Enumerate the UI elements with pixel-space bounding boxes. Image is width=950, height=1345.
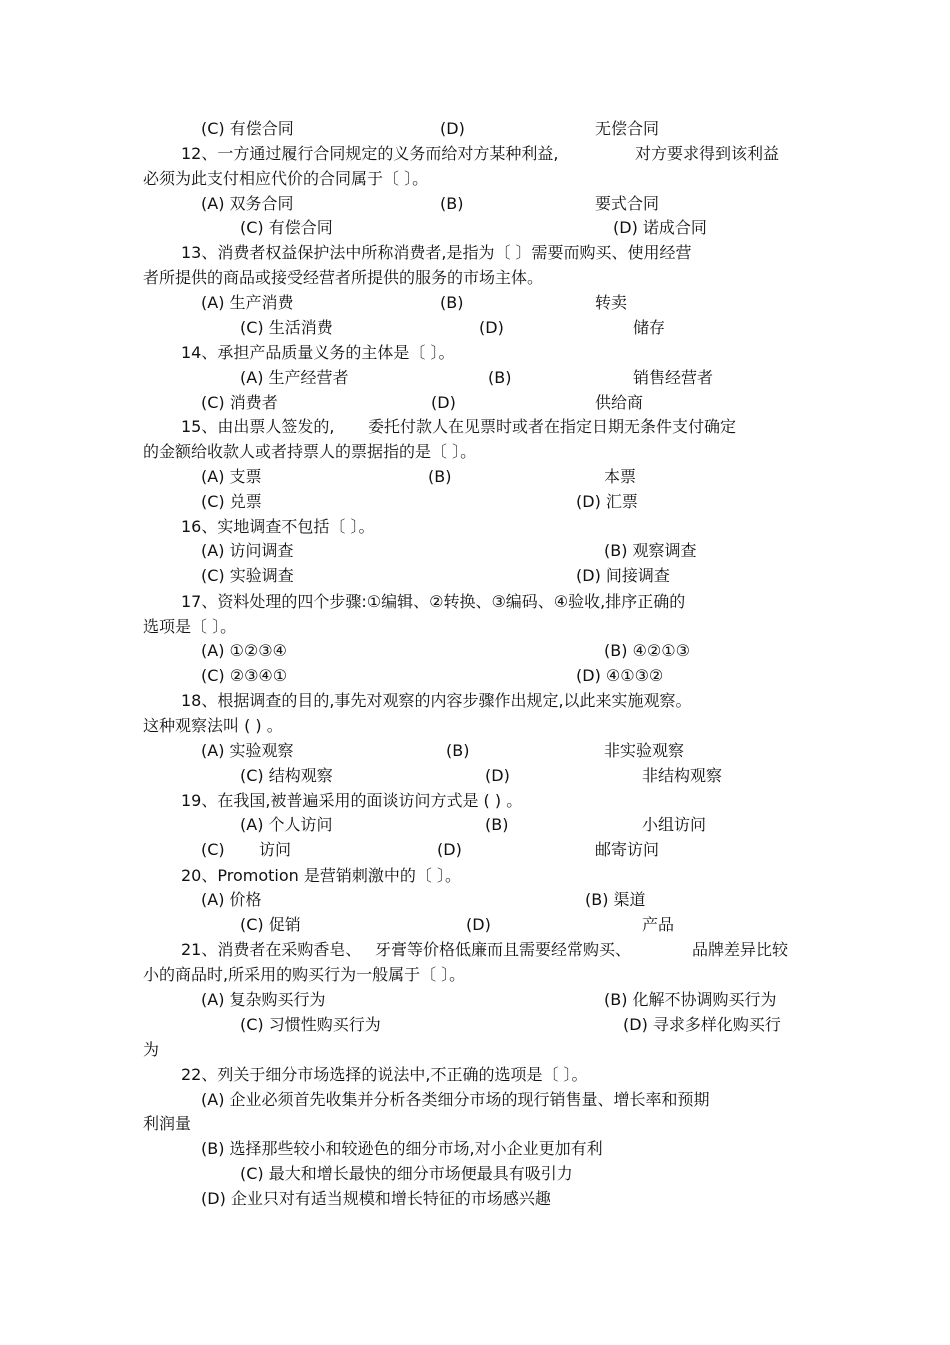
text-line-q19-line1: 19、在我国,被普遍采用的面谈访问方式是 ( ) 。	[181, 791, 523, 810]
text-line-q18-b-label: (B)	[446, 741, 470, 760]
text-line-q16-b: (B) 观察调查	[604, 541, 697, 560]
text-line-q20-c: (C) 促销	[240, 915, 301, 934]
text-line-q12-a: (A) 双务合同	[201, 194, 294, 213]
text-line-q15-b-label: (B)	[428, 467, 452, 486]
text-line-q16-d: (D) 间接调查	[576, 566, 670, 585]
text-line-q14-b-label: (B)	[488, 368, 512, 387]
text-line-q12-line1a: 12、一方通过履行合同规定的义务而给对方某种利益,	[181, 144, 559, 163]
text-line-q17-a: (A) ①②③④	[201, 641, 287, 660]
text-line-q21-d: (D) 寻求多样化购买行	[623, 1015, 781, 1034]
text-line-q22-a-wrap: 利润量	[143, 1114, 192, 1133]
text-line-q14-a: (A) 生产经营者	[240, 368, 349, 387]
text-line-q19-d-label: (D)	[437, 840, 462, 859]
text-line-q12-b-label: (B)	[440, 194, 464, 213]
text-line-q13-b-label: (B)	[440, 293, 464, 312]
text-line-q11-c: (C) 有偿合同	[201, 119, 294, 138]
text-line-q15-c: (C) 兑票	[201, 492, 262, 511]
text-line-q18-d-label: (D)	[485, 766, 510, 785]
text-line-q18-a: (A) 实验观察	[201, 741, 294, 760]
text-line-q22-c: (C) 最大和增长最快的细分市场便最具有吸引力	[240, 1164, 573, 1183]
text-line-q18-b-text: 非实验观察	[604, 741, 685, 760]
text-line-q20-b: (B) 渠道	[585, 890, 646, 909]
text-line-q15-a: (A) 支票	[201, 467, 262, 486]
text-line-q18-d-text: 非结构观察	[642, 766, 723, 785]
text-line-q13-a: (A) 生产消费	[201, 293, 294, 312]
text-line-q14-c: (C) 消费者	[201, 393, 278, 412]
text-line-q13-d-text: 储存	[633, 318, 666, 337]
text-line-q13-b-text: 转卖	[595, 293, 628, 312]
text-line-q18-line1: 18、根据调查的目的,事先对观察的内容步骤作出规定,以此来实施观察。	[181, 691, 692, 710]
text-line-q14-b-text: 销售经营者	[633, 368, 714, 387]
text-line-q17-b: (B) ④②①③	[604, 641, 690, 660]
text-line-q14-d-label: (D)	[431, 393, 456, 412]
text-line-q20-d-label: (D)	[466, 915, 491, 934]
text-line-q14-line1: 14、承担产品质量义务的主体是〔 〕。	[181, 343, 455, 362]
text-line-q21-line1a: 21、消费者在采购香皂、	[181, 940, 362, 959]
text-line-q22-d: (D) 企业只对有适当规模和增长特征的市场感兴趣	[201, 1189, 551, 1208]
text-line-q18-c: (C) 结构观察	[240, 766, 333, 785]
text-line-q13-line1: 13、消费者权益保护法中所称消费者,是指为〔 〕需要而购买、使用经营	[181, 243, 692, 262]
text-line-q13-d-label: (D)	[479, 318, 504, 337]
text-line-q15-d: (D) 汇票	[576, 492, 638, 511]
text-line-q12-c: (C) 有偿合同	[240, 218, 333, 237]
text-line-q19-b-label: (B)	[485, 815, 509, 834]
text-line-q21-b: (B) 化解不协调购买行为	[604, 990, 777, 1009]
text-line-q17-c: (C) ②③④①	[201, 666, 288, 685]
text-line-q13-line2: 者所提供的商品或接受经营者所提供的服务的市场主体。	[143, 268, 544, 287]
text-line-q22-line1: 22、列关于细分市场选择的说法中,不正确的选项是〔 〕。	[181, 1065, 588, 1084]
text-line-q17-d: (D) ④①③②	[576, 666, 664, 685]
text-line-q16-a: (A) 访问调查	[201, 541, 294, 560]
text-line-q19-c-label: (C)	[201, 840, 225, 859]
text-line-q17-line1: 17、资料处理的四个步骤:①编辑、②转换、③编码、④验收,排序正确的	[181, 592, 686, 611]
text-line-q16-c: (C) 实验调查	[201, 566, 294, 585]
text-line-q18-line2: 这种观察法叫 ( ) 。	[143, 716, 283, 735]
text-line-q19-a: (A) 个人访问	[240, 815, 333, 834]
text-line-q20-a: (A) 价格	[201, 890, 262, 909]
text-line-q17-line2: 选项是〔 〕。	[143, 617, 237, 636]
text-line-q13-c: (C) 生活消费	[240, 318, 333, 337]
text-line-q12-b-text: 要式合同	[595, 194, 660, 213]
text-line-q15-line2: 的金额给收款人或者持票人的票据指的是〔 〕。	[143, 442, 477, 461]
text-line-q22-a: (A) 企业必须首先收集并分析各类细分市场的现行销售量、增长率和预期	[201, 1090, 710, 1109]
text-line-q12-d: (D) 诺成合同	[613, 218, 707, 237]
text-line-q12-line2: 必须为此支付相应代价的合同属于〔 〕。	[143, 169, 429, 188]
text-line-q19-b-text: 小组访问	[642, 815, 707, 834]
text-line-q21-a: (A) 复杂购买行为	[201, 990, 326, 1009]
text-line-q20-line1: 20、Promotion 是营销刺激中的〔 〕。	[181, 866, 461, 885]
text-line-q11-d-label: (D)	[440, 119, 465, 138]
text-line-q14-d-text: 供给商	[595, 393, 644, 412]
text-line-q21-line2: 小的商品时,所采用的购买行为一般属于〔 〕。	[143, 965, 466, 984]
text-line-q20-d-text: 产品	[642, 915, 675, 934]
text-line-q15-line1a: 15、由出票人签发的,	[181, 417, 335, 436]
text-line-q16-line1: 16、实地调查不包括〔 〕。	[181, 517, 375, 536]
text-line-q22-b: (B) 选择那些较小和较逊色的细分市场,对小企业更加有利	[201, 1139, 603, 1158]
text-line-q15-line1b: 委托付款人在见票时或者在指定日期无条件支付确定	[368, 417, 737, 436]
text-line-q19-d-text: 邮寄访问	[595, 840, 660, 859]
text-line-q15-b-text: 本票	[604, 467, 637, 486]
text-line-q21-d-wrap: 为	[143, 1040, 160, 1059]
text-line-q12-line1b: 对方要求得到该利益	[635, 144, 780, 163]
text-line-q21-c: (C) 习惯性购买行为	[240, 1015, 381, 1034]
text-line-q21-line1c: 品牌差异比较	[692, 940, 789, 959]
text-line-q11-d-text: 无偿合同	[595, 119, 660, 138]
text-line-q19-c-text: 访问	[259, 840, 292, 859]
text-line-q21-line1b: 牙膏等价格低廉而且需要经常购买、	[375, 940, 632, 959]
